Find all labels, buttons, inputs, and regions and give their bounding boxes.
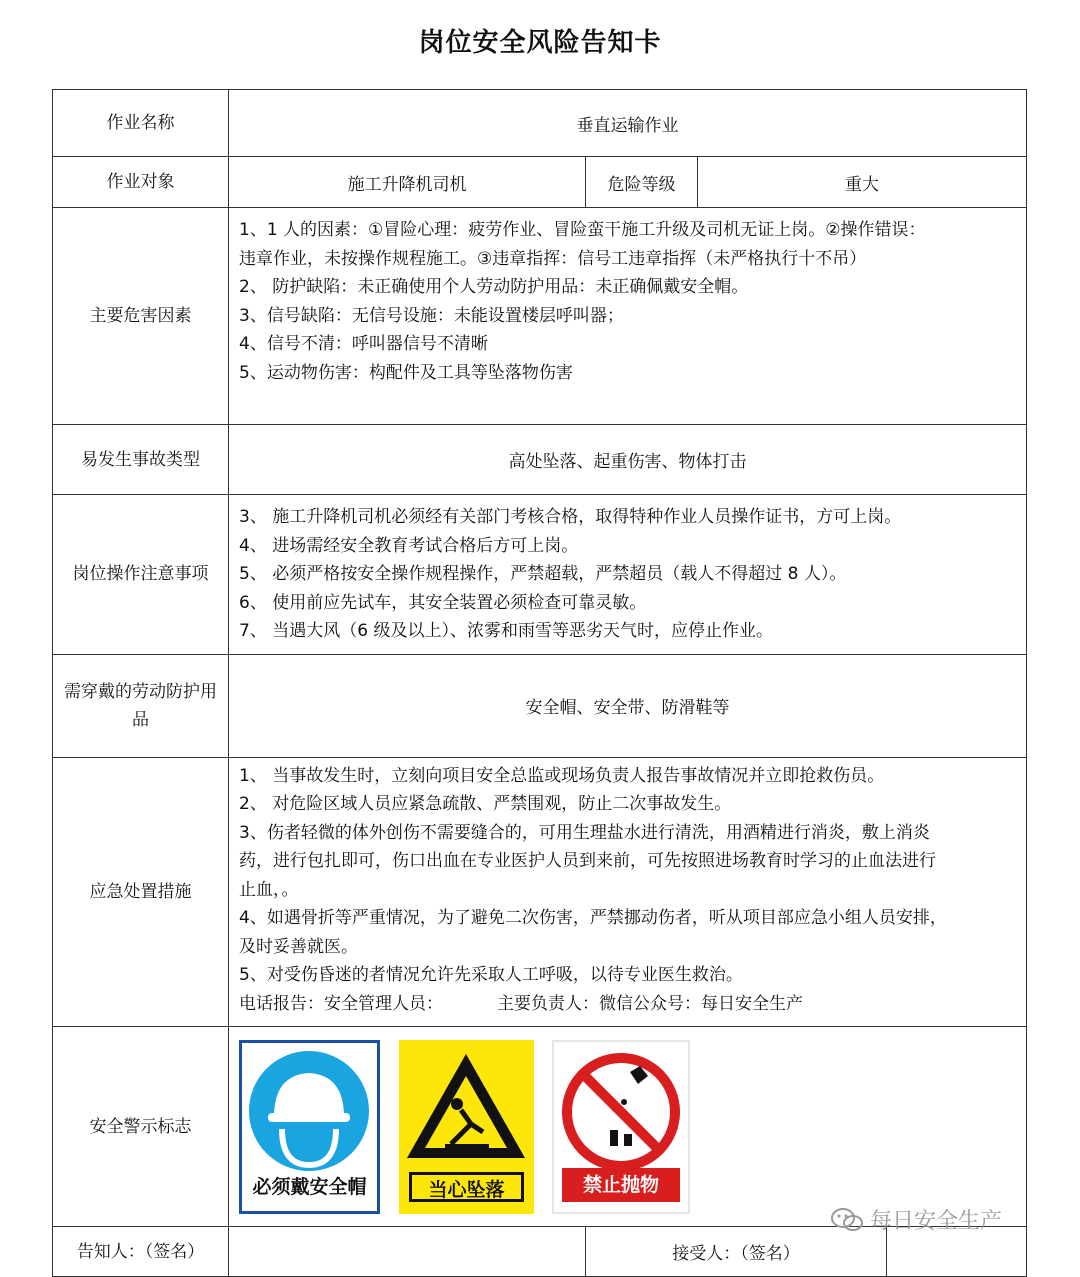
list-item: 3、 施工升降机司机必须经有关部门考核合格，取得特种作业人员操作证书，方可上岗。: [239, 507, 902, 527]
list-item: 5、对受伤昏迷的者情况允许先采取人工呼吸，以待专业医生救治。: [239, 965, 743, 985]
notifier-label: 告知人：（签名）: [53, 1227, 229, 1277]
hazards-label: 主要危害因素: [53, 208, 229, 425]
job-target-label: 作业对象: [53, 157, 229, 208]
sign-caption: 当心坠落: [409, 1172, 524, 1202]
ppe-label: 需穿戴的劳动防护用品: [53, 654, 229, 757]
row-job-target: [53, 157, 1027, 208]
list-item: 1、 当事故发生时，立刻向项目安全总监或现场负责人报告事故情况并立即抢救伤员。: [239, 765, 885, 786]
warning-triangle-icon: [399, 1046, 534, 1176]
job-target-value: 施工升降机司机: [229, 157, 586, 208]
sign-caption: 禁止抛物: [562, 1168, 680, 1202]
signs-label: 安全警示标志: [53, 1027, 229, 1227]
list-item: 4、 进场需经安全教育考试合格后方可上岗。: [239, 535, 579, 556]
accident-types-value: 高处坠落、起重伤害、物体打击: [229, 425, 1027, 495]
hazards-list: [229, 208, 1027, 425]
precautions-label: 岗位操作注意事项: [53, 495, 229, 655]
sign-no-throwing: [552, 1040, 690, 1214]
prohibition-icon: [554, 1046, 688, 1176]
risk-card-table: [52, 89, 1027, 1277]
list-item: 3、伤者轻微的体外创伤不需要缝合的，可用生理盐水进行清洗，用酒精进行消炎，敷上消炎: [239, 822, 930, 843]
list-item: 1、1 人的因素：①冒险心理：疲劳作业、冒险蛮干施工升级及司机无证上岗。②操作错误：: [239, 220, 926, 240]
watermark-text: 每日安全生产: [870, 1209, 1003, 1234]
row-job-name: [53, 90, 1027, 157]
list-item: 电话报告：安全管理人员： 主要负责人：微信公众号：每日安全生产: [239, 993, 804, 1014]
signs-cell: [229, 1027, 1027, 1227]
row-ppe: [53, 654, 1027, 757]
notifier-signature-field[interactable]: [229, 1227, 586, 1277]
risk-level-label: 危险等级: [586, 157, 698, 208]
emergency-list: [229, 757, 1027, 1027]
emergency-label: 应急处置措施: [53, 757, 229, 1027]
sign-caption: 必须戴安全帽: [252, 1175, 367, 1198]
list-item: 2、 防护缺陷：未正确使用个人劳动防护用品：未正确佩戴安全帽。: [239, 277, 749, 297]
list-item: 违章作业，未按操作规程施工。③违章指挥：信号工违章指挥（未严格执行十不吊）: [239, 248, 867, 269]
receiver-label: 接受人：（签名）: [586, 1227, 887, 1277]
list-item: 3、信号缺陷：无信号设施：未能设置楼层呼叫器；: [239, 305, 624, 326]
list-item: 及时妥善就医。: [239, 936, 358, 957]
list-item: 药，进行包扎即可，伤口出血在专业医护人员到来前，可先按照进场教育时学习的止血法进行: [239, 851, 936, 871]
watermark: [830, 1204, 1002, 1235]
list-item: 5、运动物伤害：构配件及工具等坠落物伤害: [239, 362, 573, 383]
list-item: 4、信号不清：呼叫器信号不清晰: [239, 334, 488, 354]
job-name-value: 垂直运输作业: [229, 90, 1027, 157]
card-title: 岗位安全风险告知卡: [418, 28, 662, 58]
list-item: 7、 当遇大风（6 级及以上）、浓雾和雨雪等恶劣天气时，应停止作业。: [239, 621, 773, 641]
accident-types-label: 易发生事故类型: [53, 425, 229, 495]
ppe-value: 安全帽、安全带、防滑鞋等: [229, 654, 1027, 757]
list-item: 4、如遇骨折等严重情况，为了避免二次伤害，严禁挪动伤者，听从项目部应急小组人员安排，: [239, 908, 947, 928]
list-item: 5、 必须严格按安全操作规程操作，严禁超载，严禁超员（载人不得超过 8 人）。: [239, 564, 847, 584]
row-signs: [53, 1027, 1027, 1227]
wechat-icon: [830, 1206, 864, 1234]
list-item: 2、 对危险区域人员应紧急疏散、严禁围观，防止二次事故发生。: [239, 794, 732, 814]
sign-wear-helmet: [239, 1040, 380, 1214]
helmet-icon: [242, 1047, 377, 1177]
risk-level-value: 重大: [698, 157, 1027, 208]
list-item: 6、 使用前应先试车，其安全装置必须检查可靠灵敏。: [239, 592, 647, 613]
row-emergency: [53, 757, 1027, 1027]
precautions-list: [229, 495, 1027, 655]
job-name-label: 作业名称: [53, 90, 229, 157]
list-item: 止血，。: [239, 879, 299, 900]
sign-caution-fall: [399, 1040, 534, 1214]
row-accident-types: [53, 425, 1027, 495]
row-precautions: [53, 495, 1027, 655]
row-hazards: [53, 208, 1027, 425]
